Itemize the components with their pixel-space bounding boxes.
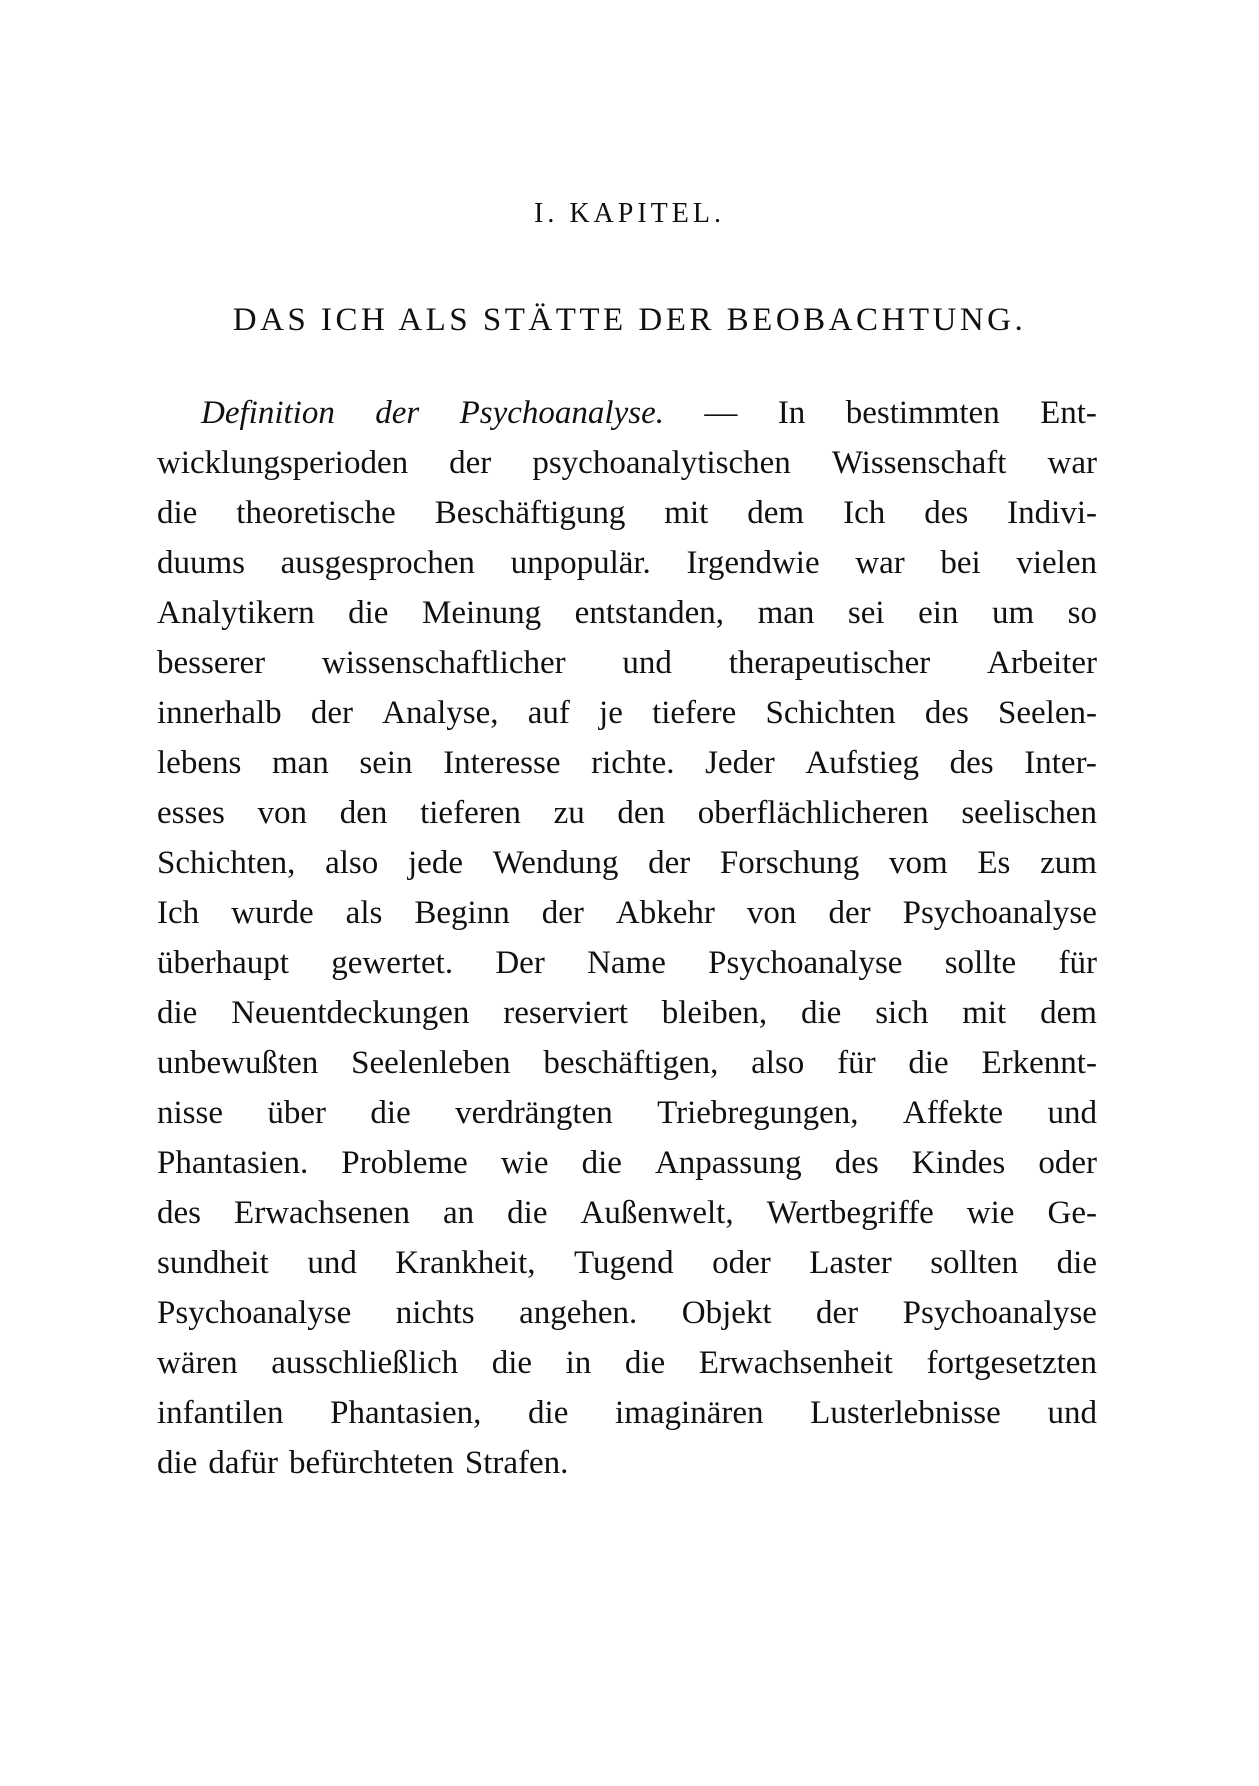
word: wären bbox=[157, 1345, 238, 1381]
word: je bbox=[599, 695, 623, 731]
word: imaginären bbox=[615, 1395, 764, 1431]
word: auf bbox=[527, 695, 570, 731]
word: Phantasien. bbox=[157, 1145, 309, 1181]
word: für bbox=[1058, 945, 1097, 981]
word: theoretische bbox=[236, 495, 396, 531]
word: sundheit bbox=[157, 1245, 269, 1281]
word: Seelenleben bbox=[351, 1045, 511, 1081]
word: nisse bbox=[157, 1095, 223, 1131]
word: Aufstieg bbox=[805, 745, 920, 781]
word: den bbox=[339, 795, 388, 831]
word: Tugend bbox=[573, 1245, 674, 1281]
word: als bbox=[345, 895, 383, 931]
word: Indivi- bbox=[1007, 495, 1097, 531]
word: Arbeiter bbox=[987, 645, 1097, 681]
word: tiefere bbox=[652, 695, 737, 731]
word: Ent- bbox=[1040, 395, 1097, 431]
word: oder bbox=[1038, 1145, 1097, 1181]
word: der bbox=[375, 395, 420, 431]
word: der bbox=[310, 695, 353, 731]
word: also bbox=[325, 845, 379, 881]
word: Erwachsenen bbox=[234, 1195, 410, 1231]
word: die bbox=[624, 1345, 666, 1381]
word: Ich bbox=[843, 495, 886, 531]
word: Psychoanalyse bbox=[708, 945, 903, 981]
word: Objekt bbox=[681, 1295, 772, 1331]
word: ausgesprochen bbox=[280, 545, 475, 581]
word: der bbox=[816, 1295, 859, 1331]
text-line bbox=[157, 438, 1097, 488]
word: des bbox=[924, 695, 969, 731]
word: die bbox=[157, 495, 198, 531]
word: des bbox=[157, 1195, 201, 1231]
text-line bbox=[157, 838, 1097, 888]
word: tieferen bbox=[420, 795, 521, 831]
word: Meinung bbox=[421, 595, 542, 631]
word: entstanden, bbox=[574, 595, 725, 631]
word: des bbox=[949, 745, 994, 781]
word: so bbox=[1067, 595, 1097, 631]
word: Analytikern bbox=[157, 595, 315, 631]
text-line bbox=[157, 738, 1097, 788]
word: sein bbox=[359, 745, 413, 781]
word: Erkennt- bbox=[981, 1045, 1097, 1081]
word: bleiben, bbox=[661, 995, 768, 1031]
text-line bbox=[157, 638, 1097, 688]
word: sollten bbox=[930, 1245, 1019, 1281]
word: psychoanalytischen bbox=[532, 445, 791, 481]
word: Forschung bbox=[719, 845, 860, 881]
word: wie bbox=[500, 1145, 549, 1181]
word: zum bbox=[1040, 845, 1097, 881]
word: den bbox=[617, 795, 666, 831]
word: des bbox=[834, 1145, 879, 1181]
text-line bbox=[157, 1338, 1097, 1388]
text-line bbox=[157, 988, 1097, 1038]
paragraph-body bbox=[157, 388, 1097, 1488]
word: unbewußten bbox=[157, 1045, 319, 1081]
word: Strafen. bbox=[464, 1445, 569, 1481]
word: von bbox=[257, 795, 308, 831]
word: Jeder bbox=[705, 745, 775, 781]
word: besserer bbox=[157, 645, 266, 681]
text-line bbox=[157, 1038, 1097, 1088]
word: Der bbox=[495, 945, 545, 981]
word: wicklungsperioden bbox=[157, 445, 409, 481]
word: Lusterlebnisse bbox=[810, 1395, 1001, 1431]
word: wie bbox=[966, 1195, 1015, 1231]
word: esses bbox=[157, 795, 225, 831]
word: angehen. bbox=[519, 1295, 638, 1331]
text-line bbox=[157, 1188, 1097, 1238]
word: oder bbox=[712, 1245, 771, 1281]
word: mit bbox=[664, 495, 709, 531]
word: fortgesetzten bbox=[926, 1345, 1097, 1381]
word: In bbox=[777, 395, 806, 431]
word: für bbox=[837, 1045, 876, 1081]
chapter-number: I. KAPITEL. bbox=[534, 198, 725, 229]
word: bei bbox=[940, 545, 981, 581]
word: und bbox=[1047, 1095, 1097, 1131]
word: Erwachsenheit bbox=[698, 1345, 893, 1381]
word: beschäftigen, bbox=[543, 1045, 719, 1081]
word: ein bbox=[918, 595, 959, 631]
word: Ge- bbox=[1047, 1195, 1097, 1231]
word: nichts bbox=[395, 1295, 475, 1331]
word: seelischen bbox=[961, 795, 1097, 831]
word: Beginn bbox=[414, 895, 510, 931]
word: der bbox=[541, 895, 584, 931]
word: bestimmten bbox=[845, 395, 1000, 431]
word: Psychoanalyse bbox=[902, 895, 1097, 931]
word: die bbox=[370, 1095, 411, 1131]
word: vielen bbox=[1016, 545, 1097, 581]
word: Beschäftigung bbox=[434, 495, 626, 531]
word: Ich bbox=[157, 895, 200, 931]
text-line bbox=[157, 1288, 1097, 1338]
word: dem bbox=[1040, 995, 1097, 1031]
word: die bbox=[581, 1145, 622, 1181]
text-line bbox=[157, 1388, 1097, 1438]
word: Psychoanalyse. bbox=[459, 395, 664, 431]
word: die bbox=[491, 1345, 533, 1381]
word: der bbox=[648, 845, 691, 881]
text-line bbox=[157, 688, 1097, 738]
word: Wertbegriffe bbox=[766, 1195, 934, 1231]
word: Psychoanalyse bbox=[902, 1295, 1097, 1331]
word: Schichten bbox=[765, 695, 896, 731]
word: die bbox=[1056, 1245, 1097, 1281]
word: Seelen- bbox=[998, 695, 1097, 731]
word: über bbox=[267, 1095, 327, 1131]
word: war bbox=[855, 545, 905, 581]
word: Wendung bbox=[492, 845, 619, 881]
word: verdrängten bbox=[455, 1095, 613, 1131]
word: überhaupt bbox=[157, 945, 289, 981]
word: Anpassung bbox=[654, 1145, 802, 1181]
text-line bbox=[157, 938, 1097, 988]
word: dem bbox=[747, 495, 805, 531]
word: und bbox=[307, 1245, 357, 1281]
word: Irgendwie bbox=[686, 545, 820, 581]
word: lebens bbox=[157, 745, 242, 781]
word: die bbox=[507, 1195, 548, 1231]
word: Name bbox=[587, 945, 666, 981]
word: jede bbox=[408, 845, 463, 881]
word: also bbox=[751, 1045, 805, 1081]
text-line bbox=[157, 388, 1097, 438]
text-line bbox=[157, 1438, 1097, 1488]
word: infantilen bbox=[157, 1395, 284, 1431]
word: wurde bbox=[231, 895, 314, 931]
word: der bbox=[828, 895, 871, 931]
word: des bbox=[924, 495, 969, 531]
word: ausschließlich bbox=[271, 1345, 459, 1381]
word: Psychoanalyse bbox=[157, 1295, 352, 1331]
word: Definition bbox=[201, 395, 335, 431]
word: richte. bbox=[591, 745, 675, 781]
word: um bbox=[991, 595, 1035, 631]
word: und bbox=[622, 645, 672, 681]
text-line bbox=[157, 1088, 1097, 1138]
text-line bbox=[157, 888, 1097, 938]
word: die bbox=[348, 595, 389, 631]
word: an bbox=[442, 1195, 475, 1231]
word: die bbox=[801, 995, 842, 1031]
word: Inter- bbox=[1024, 745, 1097, 781]
word: in bbox=[565, 1345, 592, 1381]
word: wissenschaftlicher bbox=[321, 645, 566, 681]
word: Krankheit, bbox=[395, 1245, 536, 1281]
word: gewertet. bbox=[331, 945, 454, 981]
word: Triebregungen, bbox=[657, 1095, 859, 1131]
word: der bbox=[449, 445, 492, 481]
word: Abkehr bbox=[615, 895, 715, 931]
word: Laster bbox=[809, 1245, 892, 1281]
word: die bbox=[157, 995, 198, 1031]
word: Schichten, bbox=[157, 845, 296, 881]
word: die bbox=[908, 1045, 949, 1081]
word: duums bbox=[157, 545, 246, 581]
word: reserviert bbox=[503, 995, 628, 1031]
text-line bbox=[157, 1238, 1097, 1288]
word: Es bbox=[977, 845, 1011, 881]
chapter-title: DAS ICH ALS STÄTTE DER BEOBACHTUNG. bbox=[232, 302, 1027, 338]
word: Phantasien, bbox=[330, 1395, 482, 1431]
text-line bbox=[157, 788, 1097, 838]
word: und bbox=[1047, 1395, 1097, 1431]
word: innerhalb bbox=[157, 695, 282, 731]
word: — bbox=[704, 395, 738, 431]
word: zu bbox=[553, 795, 585, 831]
word: man bbox=[271, 745, 329, 781]
word: Wissenschaft bbox=[831, 445, 1007, 481]
word: sollte bbox=[944, 945, 1017, 981]
word: Interesse bbox=[443, 745, 561, 781]
text-line bbox=[157, 588, 1097, 638]
word: Analyse, bbox=[382, 695, 499, 731]
text-line bbox=[157, 1138, 1097, 1188]
text-line bbox=[157, 538, 1097, 588]
word: war bbox=[1047, 445, 1097, 481]
word: die bbox=[157, 1445, 198, 1481]
word: Außenwelt, bbox=[580, 1195, 734, 1231]
word: mit bbox=[962, 995, 1007, 1031]
word: oberflächlicheren bbox=[697, 795, 929, 831]
text-line bbox=[157, 488, 1097, 538]
word: Probleme bbox=[341, 1145, 468, 1181]
word: befürchteten bbox=[288, 1445, 454, 1481]
word: Affekte bbox=[902, 1095, 1004, 1131]
word: therapeutischer bbox=[728, 645, 931, 681]
word: dafür bbox=[208, 1445, 278, 1481]
word: Neuentdeckungen bbox=[231, 995, 470, 1031]
word: vom bbox=[888, 845, 948, 881]
word: von bbox=[746, 895, 797, 931]
word: unpopulär. bbox=[510, 545, 651, 581]
word: sich bbox=[875, 995, 929, 1031]
word: Kindes bbox=[911, 1145, 1006, 1181]
word: die bbox=[528, 1395, 569, 1431]
word: sei bbox=[847, 595, 885, 631]
word: man bbox=[757, 595, 815, 631]
